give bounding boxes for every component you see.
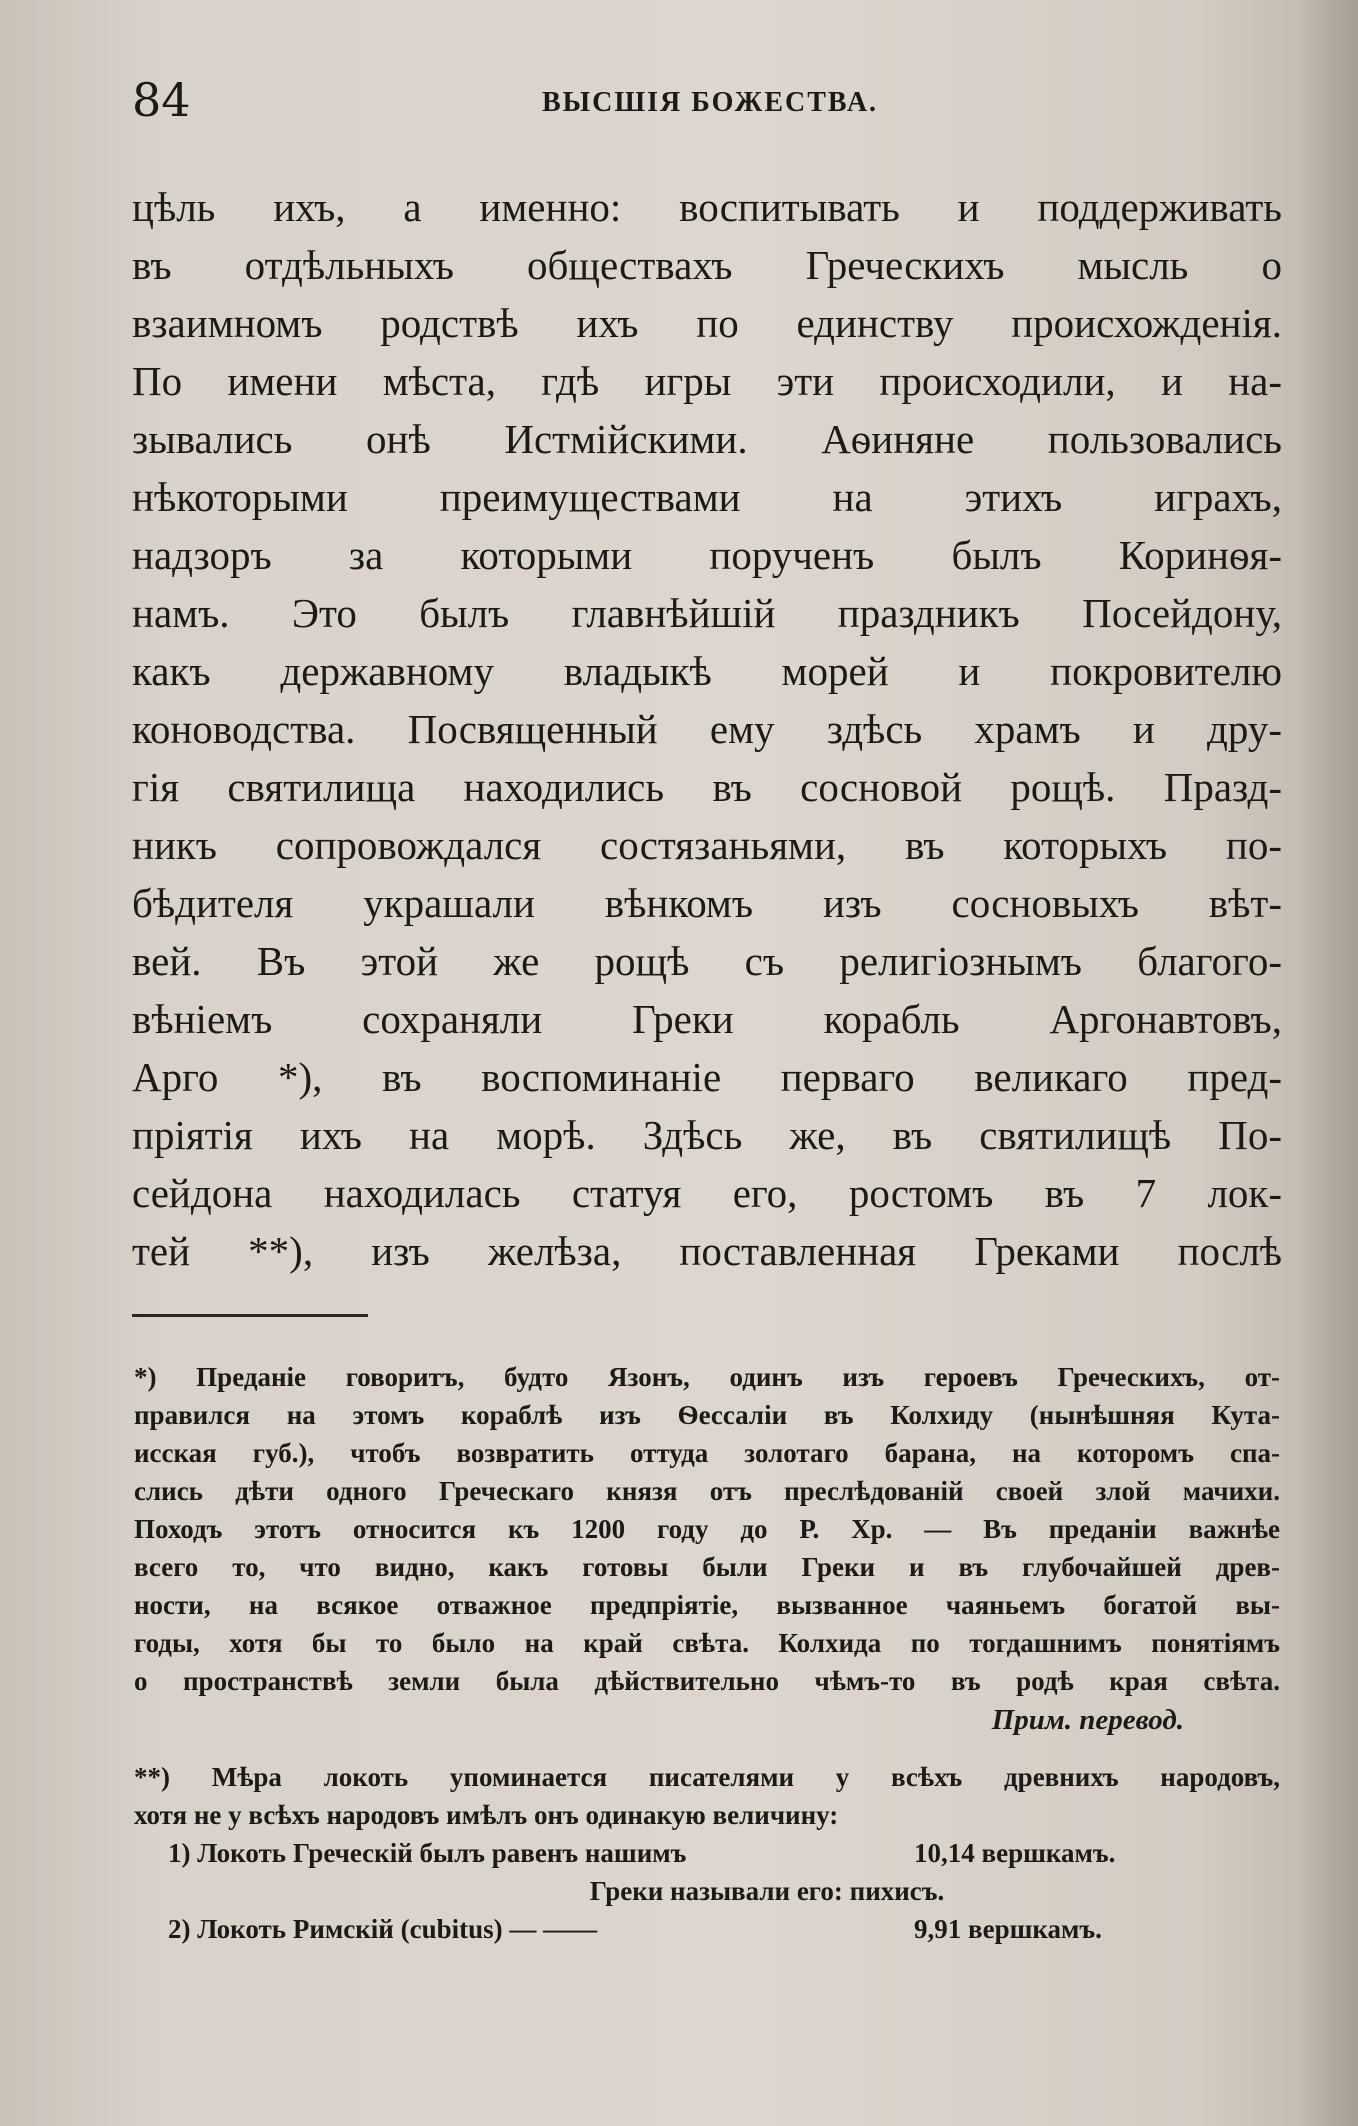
page-header	[0, 70, 1358, 130]
footnote-line: **) Мѣра локоть упоминается писателями у всѣхъ древнихъ народовъ,	[134, 1762, 1280, 1792]
text-line: взаимномъ родствѣ ихъ по единству происхожденія.	[132, 300, 1282, 346]
footnote-2	[134, 1758, 1280, 1948]
footnote-divider	[132, 1314, 368, 1317]
footnote-line: годы, хотя бы то было на край свѣта. Колхида по тогдашнимъ понятіямъ	[134, 1628, 1280, 1658]
footnote-line: слись дѣти одного Греческаго князя отъ преслѣдованій своей злой мачихи.	[134, 1476, 1280, 1506]
translator-note-signature: Прим. перевод.	[991, 1704, 1184, 1736]
text-line: намъ. Это былъ главнѣйшій праздникъ Посейдону,	[132, 590, 1282, 636]
text-line: въ отдѣльныхъ обществахъ Греческихъ мысль о	[132, 242, 1282, 288]
footnote-line: правился на этомъ кораблѣ изъ Ѳессаліи въ Колхиду (нынѣшняя Кута-	[134, 1400, 1280, 1430]
text-line: вѣніемъ сохраняли Греки корабль Аргонавтовъ,	[132, 996, 1282, 1042]
measure-row-greek	[134, 1834, 1280, 1872]
footnotes	[134, 1358, 1280, 1948]
footnote-line: о пространствѣ земли была дѣйствительно чѣмъ-то въ родѣ края свѣта.	[134, 1666, 1280, 1696]
measure-greek-name	[134, 1872, 1280, 1910]
footnote-line: ности, на всякое отважное предпріятіе, вызванное чаяньемъ богатой вы-	[134, 1590, 1280, 1620]
footnote-1	[134, 1358, 1280, 1740]
text-line: По имени мѣста, гдѣ игры эти происходили, и на-	[132, 358, 1282, 404]
footnote-line: *) Преданіе говоритъ, будто Язонъ, одинъ изъ героевъ Греческихъ, от-	[134, 1362, 1280, 1392]
footnote-line: всего то, что видно, какъ готовы были Греки и въ глубочайшей древ-	[134, 1552, 1280, 1582]
measure-note: Греки называли его: пихисъ.	[589, 1876, 945, 1906]
page-number: 84	[132, 73, 191, 127]
text-line: Арго *), въ воспоминаніе перваго великаго пред-	[132, 1054, 1282, 1100]
footnote-line: исская губ.), чтобъ возвратить оттуда золотаго барана, на которомъ спа-	[134, 1438, 1280, 1468]
text-line: никъ сопровождался состязаньями, въ которыхъ по-	[132, 822, 1282, 868]
page-edge-shadow	[1298, 0, 1358, 2126]
text-line: тей **), изъ желѣза, поставленная Греками послѣ	[132, 1228, 1282, 1274]
text-line: пріятія ихъ на морѣ. Здѣсь же, въ святилищѣ По-	[132, 1112, 1282, 1158]
text-line: надзоръ за которыми порученъ былъ Коринѳя-	[132, 532, 1282, 578]
text-line: какъ державному владыкѣ морей и покровителю	[132, 648, 1282, 694]
measure-row-roman	[134, 1910, 1280, 1948]
running-head: ВЫСШІЯ БОЖЕСТВА.	[542, 87, 879, 118]
text-line: коноводства. Посвященный ему здѣсь храмъ и дру-	[132, 706, 1282, 752]
text-line: нѣкоторыми преимуществами на этихъ играхъ,	[132, 474, 1282, 520]
text-line: вей. Въ этой же рощѣ съ религіознымъ благого-	[132, 938, 1282, 984]
text-line: зывались онѣ Истмійскими. Аѳиняне пользовались	[132, 416, 1282, 462]
measure-label: 1) Локоть Греческій былъ равенъ нашимъ	[168, 1838, 687, 1868]
measure-label: 2) Локоть Римскій (cubitus) — ——	[168, 1914, 598, 1944]
text-line: цѣль ихъ, а именно: воспитывать и поддерживать	[132, 184, 1282, 230]
measure-value: 10,14 вершкамъ.	[914, 1838, 1116, 1868]
footnote-line: хотя не у всѣхъ народовъ имѣлъ онъ одинакую величину:	[134, 1800, 839, 1830]
text-line: гія святилища находились въ сосновой рощѣ. Празд-	[132, 764, 1282, 810]
text-line: бѣдителя украшали вѣнкомъ изъ сосновыхъ вѣт-	[132, 880, 1282, 926]
footnote-line: Походъ этотъ относится къ 1200 году до Р. Хр. — Въ преданіи важнѣе	[134, 1514, 1280, 1544]
measure-value: 9,91 вершкамъ.	[914, 1914, 1102, 1944]
text-line: сейдона находилась статуя его, ростомъ въ 7 лок-	[132, 1170, 1282, 1216]
main-text	[132, 178, 1282, 1280]
